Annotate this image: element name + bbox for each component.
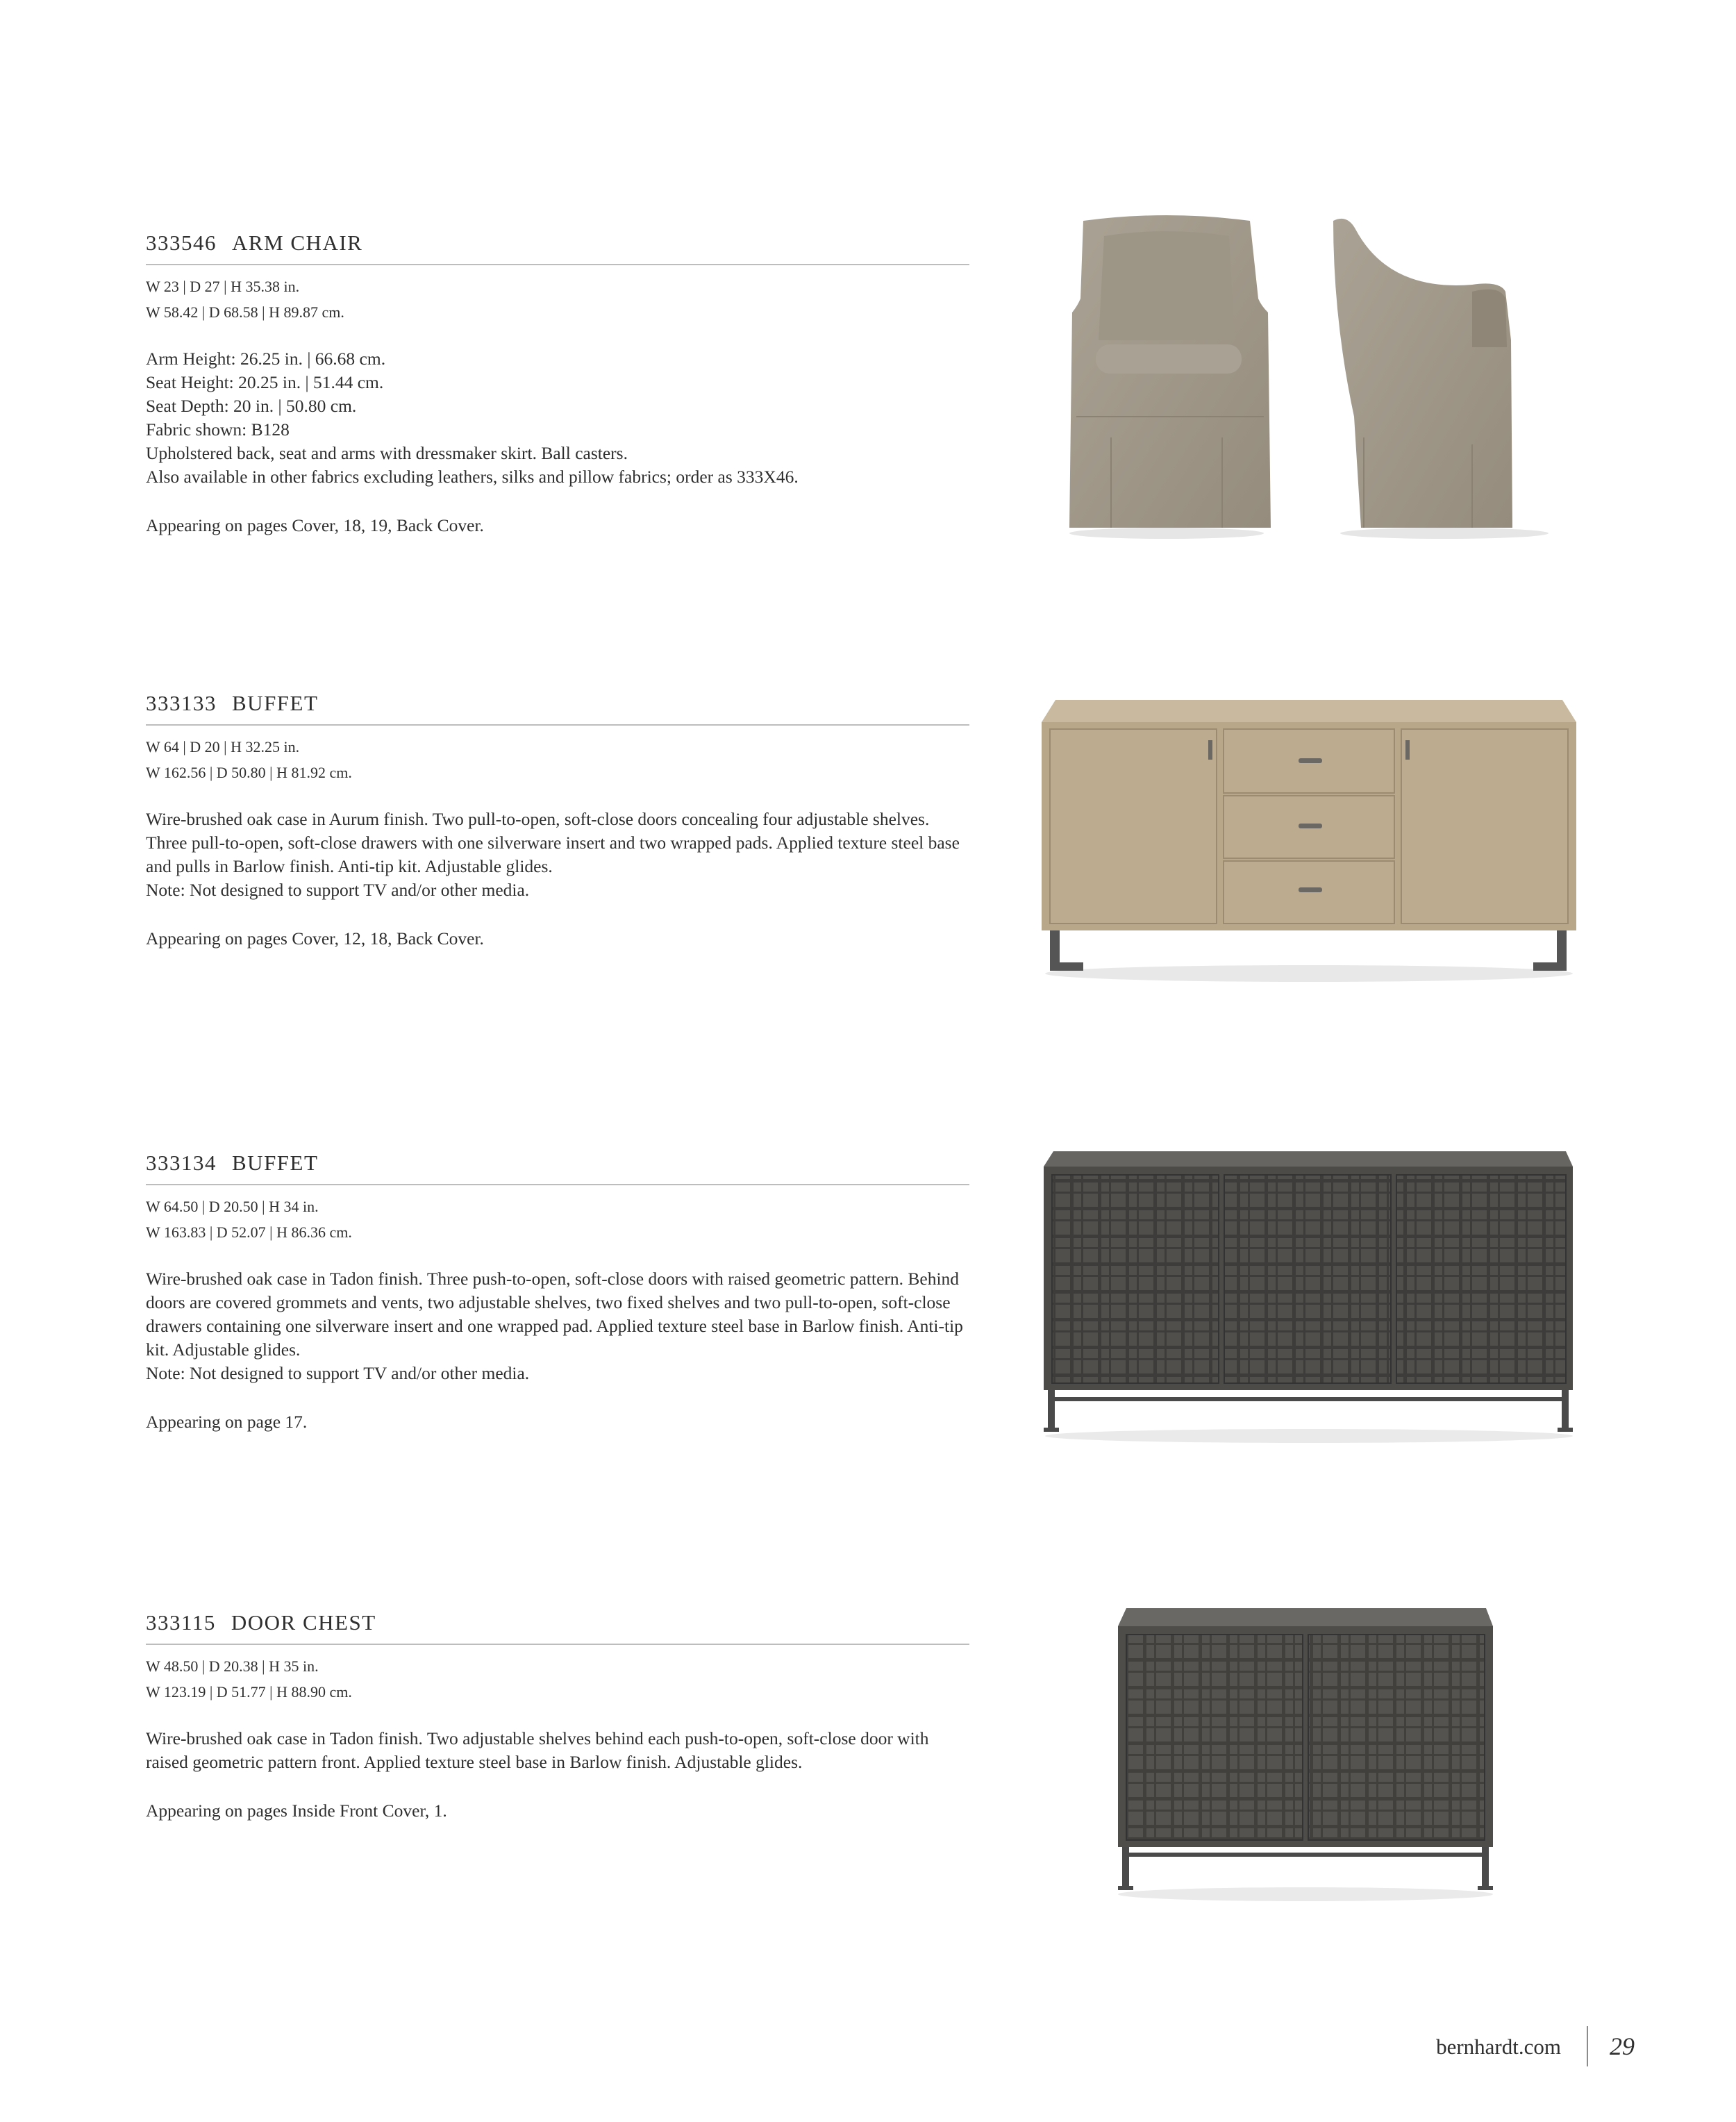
product-title	[146, 1609, 969, 1645]
appearing-pages: Appearing on pages Cover, 12, 18, Back Cover.	[146, 928, 484, 949]
product-description	[146, 1267, 969, 1385]
appearing-pages: Appearing on pages Inside Front Cover, 1.	[146, 1801, 447, 1821]
dimensions-cm: W 58.42 | D 68.58 | H 89.87 cm.	[146, 303, 344, 321]
footer-divider	[1587, 2026, 1588, 2066]
product-number: 333546	[146, 231, 217, 255]
product-title	[146, 229, 969, 265]
dimensions	[146, 1653, 969, 1705]
appearing-pages: Appearing on page 17.	[146, 1412, 308, 1432]
dimensions-inches: W 48.50 | D 20.38 | H 35 in.	[146, 1657, 319, 1675]
specifications	[146, 347, 969, 489]
page-number: 29	[1610, 2032, 1635, 2060]
dimensions-cm: W 163.83 | D 52.07 | H 86.36 cm.	[146, 1223, 352, 1241]
description-text: Wire-brushed oak case in Aurum finish. Two pull-to-open, soft-close doors concealing four adjustable shelves. Three pull-to-open, soft-close drawers with one silverware insert and two wrapped pads. Applied texture steel base and pulls in Barlow finish. Anti-tip kit. Adjustable glides.	[146, 809, 960, 876]
product-number: 333134	[146, 1151, 217, 1175]
appearing-pages: Appearing on pages Cover, 18, 19, Back Cover.	[146, 515, 484, 535]
dimensions-inches: W 23 | D 27 | H 35.38 in.	[146, 278, 300, 295]
dimensions	[146, 274, 969, 325]
dimensions-cm: W 123.19 | D 51.77 | H 88.90 cm.	[146, 1683, 352, 1701]
product-description	[146, 1727, 969, 1774]
dimensions	[146, 1194, 969, 1245]
product-title	[146, 690, 969, 726]
description-note: Note: Not designed to support TV and/or other media.	[146, 880, 530, 900]
buffet-aurum-image	[1035, 694, 1583, 986]
dimensions-cm: W 162.56 | D 50.80 | H 81.92 cm.	[146, 764, 352, 781]
description-text: Wire-brushed oak case in Tadon finish. Three push-to-open, soft-close doors with raised geometric pattern. Behind doors are covered grommets and vents, two adjustable shelves, two fixed shelves and two pull-to-open, soft-close drawers containing one silverware insert and one wrapped pad. Applied texture steel base in Barlow finish. Anti-tip kit. Adjustable glides.	[146, 1269, 963, 1360]
product-door-chest	[146, 1609, 969, 1823]
dimensions	[146, 734, 969, 785]
door-chest-image	[1111, 1597, 1500, 1903]
product-description	[146, 808, 969, 902]
spec-seat-height: Seat Height: 20.25 in. | 51.44 cm.	[146, 372, 384, 392]
product-name: DOOR CHEST	[231, 1610, 376, 1635]
product-name: ARM CHAIR	[232, 231, 363, 255]
spec-availability: Also available in other fabrics excluding leathers, silks and pillow fabrics; order as 333X46.	[146, 467, 799, 487]
description-text: Wire-brushed oak case in Tadon finish. Two adjustable shelves behind each push-to-open, soft-close door with raised geometric pattern front. Applied texture steel base in Barlow finish. Adjustable glides.	[146, 1728, 929, 1772]
product-buffet-aurum	[146, 690, 969, 951]
product-arm-chair	[146, 229, 969, 537]
product-title	[146, 1149, 969, 1185]
spec-arm-height: Arm Height: 26.25 in. | 66.68 cm.	[146, 349, 386, 369]
product-name: BUFFET	[232, 691, 319, 715]
product-number: 333133	[146, 691, 217, 715]
product-number: 333115	[146, 1610, 216, 1635]
footer-website: bernhardt.com	[1436, 2035, 1561, 2059]
dimensions-inches: W 64.50 | D 20.50 | H 34 in.	[146, 1198, 319, 1215]
spec-upholstery: Upholstered back, seat and arms with dressmaker skirt. Ball casters.	[146, 443, 628, 463]
product-name: BUFFET	[232, 1151, 319, 1175]
spec-seat-depth: Seat Depth: 20 in. | 50.80 cm.	[146, 396, 357, 416]
dimensions-inches: W 64 | D 20 | H 32.25 in.	[146, 738, 300, 755]
description-note: Note: Not designed to support TV and/or other media.	[146, 1363, 530, 1383]
product-buffet-tadon	[146, 1149, 969, 1434]
spec-fabric: Fabric shown: B128	[146, 419, 290, 440]
arm-chair-image	[1055, 208, 1583, 542]
buffet-tadon-image	[1038, 1146, 1580, 1444]
